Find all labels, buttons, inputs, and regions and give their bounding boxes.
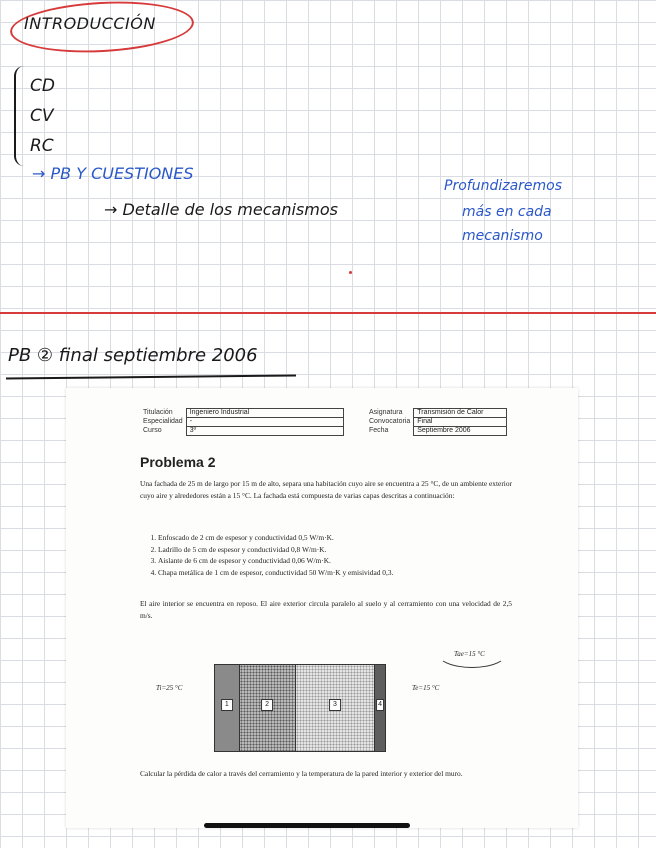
- wall-layer-plaster: [215, 665, 240, 751]
- problem-question: Calcular la pérdida de calor a través del cerramiento y la temperatura de la pared interior y exterior del muro.: [140, 769, 463, 778]
- problem-intro: Una fachada de 25 m de largo por 15 m de alto, separa una habitación cuyo aire se encuentra a 25 °C, de un ambiente exterior cuyo aire y alrededores están a 15 °C. La fachada está compuesta de varias capas descritas a continuación:: [140, 479, 512, 500]
- header-value: Final: [414, 418, 507, 427]
- red-dot-mark: [349, 271, 352, 274]
- wall-layer-insulation: [296, 665, 376, 751]
- header-value: Transmisión de Calor: [414, 409, 507, 418]
- header-label: Especialidad: [143, 418, 183, 425]
- wall-layer-metal-sheet: [375, 665, 385, 751]
- layer-number: 4: [376, 699, 384, 711]
- mechanisms-bracket: [14, 66, 28, 166]
- problem-title: Problema 2: [140, 454, 216, 470]
- layer-number: 1: [221, 699, 233, 711]
- layer-number: 3: [329, 699, 341, 711]
- header-label: Convocatoria: [369, 418, 411, 425]
- ambient-temperature-label: Tae=15 °C: [454, 650, 485, 658]
- problem-conditions: El aire interior se encuentra en reposo. El aire exterior circula paralelo al suelo y al cerramiento con una velocidad de 2,5 m/s.: [140, 599, 512, 620]
- side-note-line-2: más en cada: [462, 204, 552, 220]
- wall-layer-brick: [240, 665, 296, 751]
- home-indicator[interactable]: [204, 823, 410, 828]
- mechanism-radiation: RC: [30, 136, 54, 156]
- side-note-line-1: Profundizaremos: [444, 178, 563, 194]
- mechanism-convection: CV: [30, 106, 54, 126]
- arrow-problems-questions: → PB Y CUESTIONES: [32, 164, 194, 183]
- outside-temperature-label: Te=15 °C: [412, 684, 440, 692]
- layer-item: 1. Enfoscado de 2 cm de espesor y conductividad 0,5 W/m·K.: [158, 532, 530, 544]
- section-heading: PB ② final septiembre 2006: [8, 345, 258, 366]
- arrow-mechanism-detail: → Detalle de los mecanismos: [104, 200, 338, 219]
- inside-temperature-label: Ti=25 °C: [156, 684, 183, 692]
- header-value: 3º: [186, 427, 343, 436]
- mechanism-conduction: CD: [30, 76, 55, 96]
- exam-header-right: [366, 408, 507, 436]
- header-label: Curso: [143, 427, 162, 434]
- side-note-line-3: mecanismo: [462, 228, 543, 244]
- layer-list: [140, 532, 530, 578]
- layer-item: 2. Ladrillo de 5 cm de espesor y conductividad 0,8 W/m·K.: [158, 544, 530, 556]
- header-label: Titulación: [143, 409, 173, 416]
- heading-underline: [6, 374, 296, 379]
- header-label: Fecha: [369, 427, 389, 434]
- header-label: Asignatura: [369, 409, 403, 416]
- notes-title: INTRODUCCIÓN: [24, 14, 156, 33]
- scanned-exam-page: [66, 388, 578, 828]
- header-value: -: [186, 418, 343, 427]
- exam-header-left: [140, 408, 344, 436]
- header-value: Ingeniero Industrial: [186, 409, 343, 418]
- wall-diagram: [214, 664, 386, 752]
- layer-item: 4. Chapa metálica de 1 cm de espesor, conductividad 50 W/m·K y emisividad 0,3.: [158, 567, 530, 579]
- section-divider: [0, 312, 656, 314]
- layer-number: 2: [261, 699, 273, 711]
- layer-item: 3. Aislante de 6 cm de espesor y conductividad 0,06 W/m·K.: [158, 555, 530, 567]
- header-value: Septiembre 2006: [414, 427, 507, 436]
